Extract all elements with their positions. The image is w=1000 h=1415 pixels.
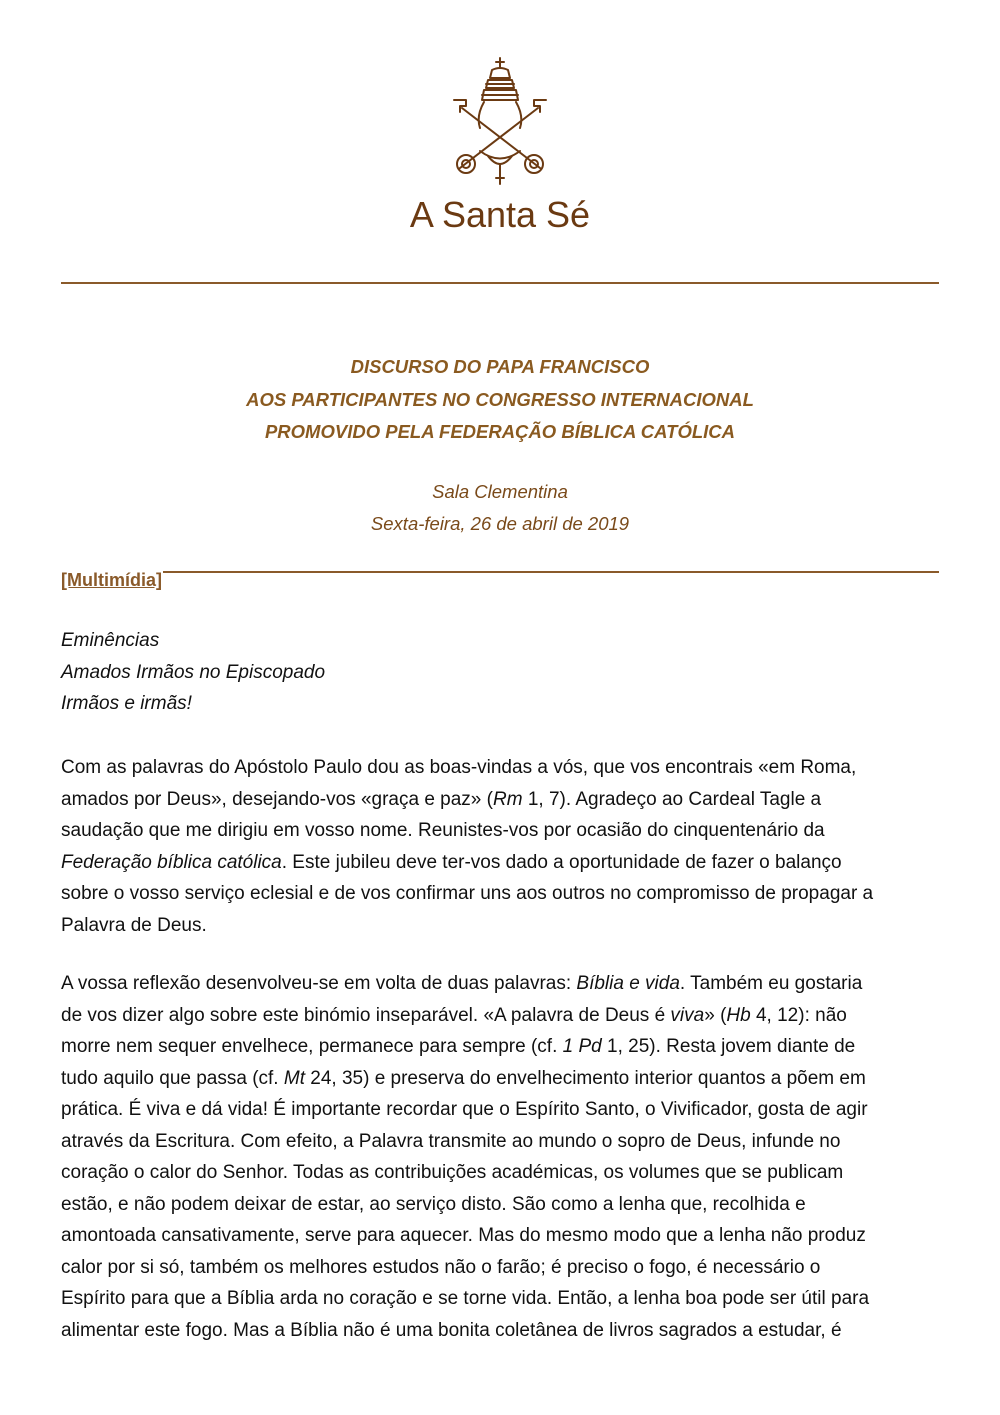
venue: Sala Clementina <box>432 481 568 502</box>
paragraph-line: Espírito para que a Bíblia arda no coração e se torne vida. Então, a lenha boa pode ser útil para <box>61 1288 870 1309</box>
paragraph-line: Com as palavras do Apóstolo Paulo dou as boas-vindas a vós, que vos encontrais «em Roma, <box>61 757 857 778</box>
venue-and-date <box>0 476 1000 540</box>
multimedia-link[interactable]: [Multimídia] <box>61 570 162 590</box>
paragraph-2 <box>61 968 941 1346</box>
site-title: A Santa Sé <box>409 194 591 235</box>
paragraph-line: tudo aquilo que passa (cf. Mt 24, 35) e preserva do envelhecimento interior quantos a põem em <box>61 1067 866 1089</box>
document-heading <box>0 351 1000 449</box>
heading-line-1: DISCURSO DO PAPA FRANCISCO <box>350 356 650 377</box>
header-divider <box>61 282 939 284</box>
heading-line-2: AOS PARTICIPANTES NO CONGRESSO INTERNACIONAL <box>246 388 754 410</box>
paragraph-line: sobre o vosso serviço eclesial e de vos confirmar uns aos outros no compromisso de propagar a <box>61 883 874 904</box>
greeting-line-3: Irmãos e irmãs! <box>61 693 192 714</box>
paragraph-line: Federação bíblica católica. Este jubileu deve ter-vos dado a oportunidade de fazer o balanço <box>61 851 842 873</box>
paragraph-line: alimentar este fogo. Mas a Bíblia não é uma bonita coletânea de livros sagrados a estudar, é <box>61 1319 842 1341</box>
date: Sexta-feira, 26 de abril de 2019 <box>370 513 630 534</box>
greeting-line-1: Eminências <box>61 630 160 651</box>
paragraph-line: amontoada cansativamente, serve para aquecer. Mas do mesmo modo que a lenha não produz <box>61 1225 866 1246</box>
paragraph-line: saudação que me dirigiu em vosso nome. Reunistes-vos por ocasião do cinquentenário da <box>61 820 825 841</box>
paragraph-line: amados por Deus», desejando-vos «graça e paz» (Rm 1, 7). Agradeço ao Cardeal Tagle a <box>61 788 822 810</box>
paragraph-line: coração o calor do Senhor. Todas as contribuições académicas, os volumes que se publicam <box>61 1162 844 1183</box>
paragraph-1 <box>61 752 941 941</box>
paragraph-line: morre nem sequer envelhece, permanece para sempre (cf. 1 Pd 1, 25). Resta jovem diante de <box>61 1036 856 1057</box>
paragraph-line: Palavra de Deus. <box>61 914 207 936</box>
heading-line-3: PROMOVIDO PELA FEDERAÇÃO BÍBLICA CATÓLICA <box>264 421 736 442</box>
paragraph-line: prática. É viva e dá vida! É importante recordar que o Espírito Santo, o Vivificador, gosta de agir <box>61 1099 868 1120</box>
paragraph-line: de vos dizer algo sobre este binómio inseparável. «A palavra de Deus é viva» (Hb 4, 12): não <box>61 1004 847 1026</box>
paragraph-line: através da Escritura. Com efeito, a Palavra transmite ao mundo o sopro de Deus, infunde no <box>61 1130 841 1152</box>
paragraph-line: A vossa reflexão desenvolveu-se em volta de duas palavras: Bíblia e vida. Também eu gostaria <box>61 973 863 994</box>
multimedia-divider <box>163 571 939 573</box>
greeting-line-2: Amados Irmãos no Episcopado <box>61 661 326 683</box>
paragraph-line: calor por si só, também os melhores estudos não o farão; é preciso o fogo, é necessário o <box>61 1256 821 1278</box>
holy-see-emblem-icon <box>440 56 560 186</box>
greeting <box>61 625 325 720</box>
paragraph-line: estão, e não podem deixar de estar, ao serviço disto. São como a lenha que, recolhida e <box>61 1193 806 1215</box>
